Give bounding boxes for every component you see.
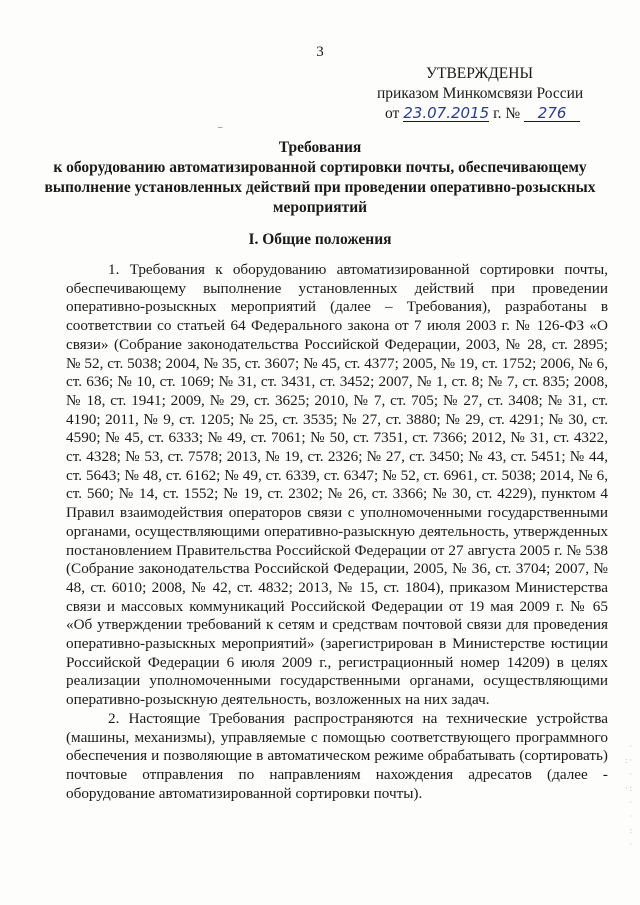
handwritten-date: 23.07.2015 xyxy=(403,104,490,122)
page-number: 3 xyxy=(316,44,324,60)
approval-date-line xyxy=(370,104,610,124)
document-title xyxy=(20,138,620,218)
title-line: к оборудованию автоматизированной сортировки почты, обеспечивающему xyxy=(53,159,587,176)
approval-block xyxy=(370,64,610,124)
number-prefix: г. № xyxy=(493,105,521,122)
title-line: мероприятий xyxy=(272,199,368,216)
approval-heading: УТВЕРЖДЕНЫ xyxy=(426,65,533,82)
approval-order: приказом Минкомсвязи России xyxy=(377,85,584,102)
handwritten-number: 276 xyxy=(524,105,580,122)
scan-noise: · : · · · : · · : · xyxy=(625,742,632,849)
scan-speck: – xyxy=(218,122,223,132)
paragraph: 1. Требования к оборудованию автоматизированной сортировки почты, обеспечивающему выполнение установленных действий при проведении оперативно-розыскных мероприятий (далее – Требования), разработаны в соответствии со статьей 64 Федерального закона от 7 июля 2003 г. № 126-ФЗ «О связи» (Собрание законодательства Российской Федерации, 2003, № 28, ст. 2895; № 52, ст. 5038; 2004, № 35, ст. 3607; № 45, ст. 4377; 2005, № 19, ст. 1752; 2006, № 6, ст. 636; № 10, ст. 1069; № 31, ст. 3431, ст. 3452; 2007, № 1, ст. 8; № 7, ст. 835; 2008, № 18, ст. 1941; 2009, № 29, ст. 3625; 2010, № 7, ст. 705; № 27, ст. 3408; № 31, ст. 4190; 2011, № 9, ст. 1205; № 25, ст. 3535; № 27, ст. 3880; № 29, ст. 4291; № 30, ст. 4590; № 45, ст. 6333; № 49, ст. 7061; № 50, ст. 7351, ст. 7366; 2012, № 31, ст. 4322, ст. 4328; № 53, ст. 7578; 2013, № 19, ст. 2326; № 27, ст. 3450; № 43, ст. 5451; № 44, ст. 5643; № 48, ст. 6162; № 49, ст. 6339, ст. 6347; № 52, ст. 6961, ст. 5038; 2014, № 6, ст. 560; № 14, ст. 1552; № 19, ст. 2302; № 26, ст. 3366; № 30, ст. 4229), пунктом 4 Правил взаимодействия операторов связи с уполномоченными государственными органами, осуществляющими оперативно-разыскную деятельность, утвержденных постановлением Правительства Российской Федерации от 27 августа 2005 г. № 538 (Собрание законодательства Российской Федерации, 2005, № 36, ст. 3704; 2007, № 48, ст. 6010; 2008, № 42, ст. 4832; 2013, № 15, ст. 1804), приказом Министерства связи и массовых коммуникаций Российской Федерации от 19 мая 2009 г. № 65 «Об утверждении требований к сетям и средствам почтовой связи для проведения оперативно-разыскных мероприятий» (зарегистрирован в Министерстве юстиции Российской Федерации 6 июля 2009 г., регистрационный номер 14209) в целях реализации уполномоченными государственными органами, осуществляющими оперативно-розыскную деятельность, возложенных на них задач. xyxy=(66,261,608,709)
section-heading: I. Общие положения xyxy=(248,231,392,248)
document-body xyxy=(66,261,608,803)
paragraph: 2. Настоящие Требования распространяются на технические устройства (машины, механизмы), управляемые с помощью соответствующего программного обеспечения и позволяющие в автоматическом режиме обрабатывать (сортировать) почтовые отправления по направлениям нахождения адресатов (далее - оборудование автоматизированной сортировки почты). xyxy=(66,709,608,802)
title-line: Требования xyxy=(278,139,362,156)
date-prefix: от xyxy=(385,105,400,122)
title-line: выполнение установленных действий при проведении оперативно-розыскных xyxy=(44,179,596,196)
